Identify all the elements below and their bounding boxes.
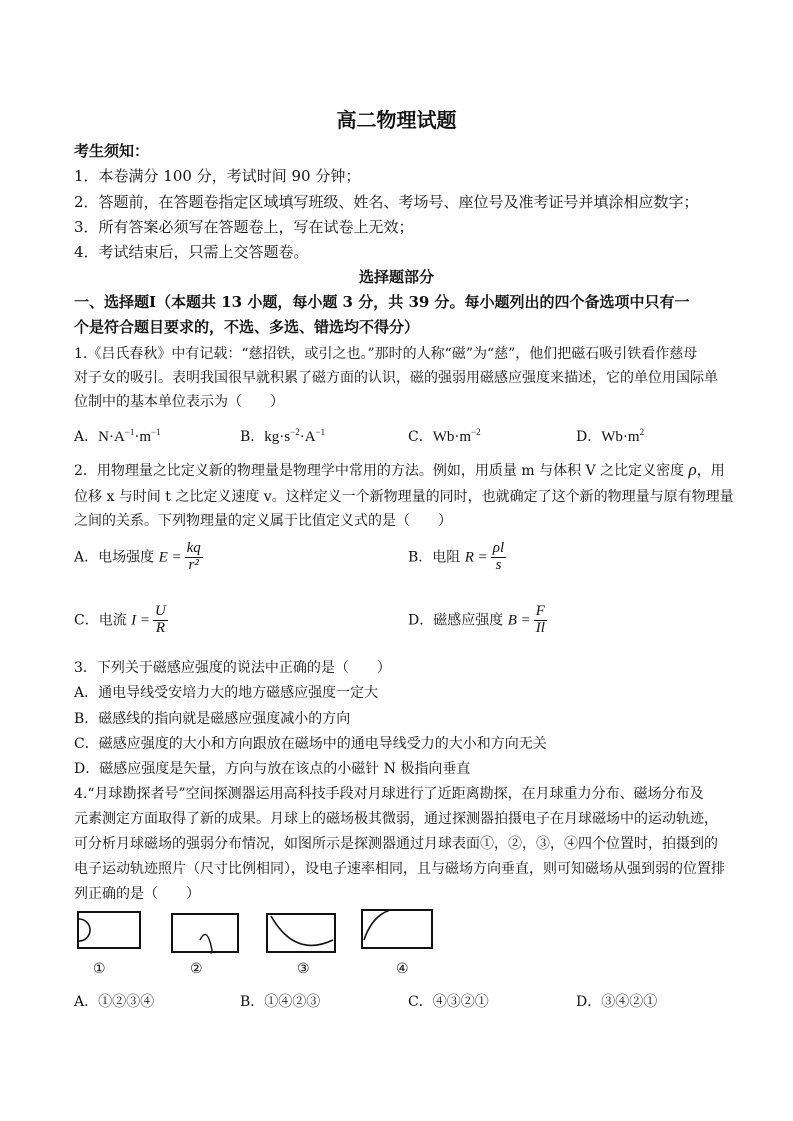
question-3-stem: 3．下列关于磁感应强度的说法中正确的是（ ） [74, 660, 391, 676]
electron-track-figure-2 [170, 912, 240, 954]
q2-option-c: C．电流 I = $\frac{U}{R}$ [74, 603, 166, 636]
q4-option-c: C．④③②① [408, 994, 489, 1010]
notice-heading: 考生须知： [74, 142, 150, 160]
question-2-stem: 之间的关系。下列物理量的定义属于比值定义式的是（ ） [74, 513, 452, 529]
figure-label: ③ [297, 961, 310, 977]
question-4-stem: 电子运动轨迹照片（尺寸比例相同），设电子速率相同，且与磁场方向垂直，则可知磁场从强到弱的位置排 [74, 861, 725, 877]
question-4-stem: 4.“月球勘探者号”空间探测器运用高科技手段对月球进行了近距离勘探，在月球重力分布、磁场分布及 [74, 786, 704, 802]
figure-label: ④ [396, 961, 409, 977]
question-2-stem: 2．用物理量之比定义新的物理量是物理学中常用的方法。例如，用质量 m 与体积 V 之比定义密度 ρ，用 [74, 460, 725, 479]
notice-item: 3．所有答案必须写在答题卷上，写在试卷上无效； [74, 218, 414, 236]
electron-track-figure-3 [265, 912, 337, 956]
question-1-stem: 位制中的基本单位表示为（ ） [74, 394, 284, 410]
question-2-stem: 位移 x 与时间 t 之比定义速度 v。这样定义一个新物理量的同时，也就确定了这个新的物理量与原有物理量 [74, 489, 734, 505]
q4-option-a: A．①②③④ [74, 994, 155, 1010]
notice-item: 2．答题前，在答题卷指定区域填写班级、姓名、考场号、座位号及准考证号并填涂相应数字； [74, 193, 699, 211]
q2-option-a: A．电场强度 E = $\frac{kq}{\text{r²}}$ [74, 540, 201, 573]
notice-item: 4．考试结束后，只需上交答题卷。 [74, 243, 309, 261]
question-4-stem: 可分析月球磁场的强弱分布情况，如图所示是探测器通过月球表面①，②，③，④四个位置时，拍摄到的 [74, 836, 718, 852]
q2-option-d: D．磁感应强度 B = $\frac{F}{Il}$ [408, 603, 545, 636]
q1-option-a: A．$N\cdot A^{-1}\cdot m^{-1}$ [74, 427, 161, 445]
q4-option-b: B．①④②③ [240, 994, 321, 1010]
figure-label: ① [93, 961, 106, 977]
part1-header: 一、选择题Ⅰ（本题共 13 小题，每小题 3 分，共 39 分。每小题列出的四个备选项中只有一 [74, 293, 690, 311]
q3-option-d: D．磁感应强度是矢量，方向与放在该点的小磁针 N 极指向垂直 [74, 761, 471, 777]
electron-track-figure-1 [76, 910, 144, 952]
q4-option-d: D．③④②① [576, 994, 658, 1010]
q1-option-b: B．$kg\cdot s^{-2}\cdot A^{-1}$ [240, 427, 326, 445]
q3-option-b: B．磁感线的指向就是磁感应强度减小的方向 [74, 711, 351, 727]
question-1-stem: 1.《吕氏春秋》中有记载：“慈招铁，或引之也。”那时的人称“磁”为“慈”，他们把磁石吸引铁看作慈母 [74, 346, 698, 362]
q1-option-c: C．$Wb\cdot m^{-2}$ [408, 427, 481, 445]
question-4-stem: 元素测定方面取得了新的成果。月球上的磁场极其微弱，通过探测器拍摄电子在月球磁场中的运动轨迹， [74, 811, 718, 827]
figure-label: ② [190, 961, 203, 977]
electron-track-figure-4 [360, 908, 434, 950]
q1-option-d: D．$Wb\cdot m^2$ [576, 427, 645, 445]
q3-option-c: C．磁感应强度的大小和方向跟放在磁场中的通电导线受力的大小和方向无关 [74, 736, 547, 752]
page-title: 高二物理试题 [336, 108, 457, 132]
question-4-stem: 列正确的是（ ） [74, 886, 200, 902]
section-title: 选择题部分 [358, 268, 434, 286]
part1-header: 个是符合题目要求的，不选、多选、错选均不得分） [74, 318, 420, 336]
q3-option-a: A．通电导线受安培力大的地方磁感应强度一定大 [74, 685, 379, 701]
q2-option-b: B．电阻 R = $\frac{\rho l}{s}$ [408, 540, 505, 573]
notice-item: 1．本卷满分 100 分，考试时间 90 分钟； [74, 167, 361, 185]
question-1-stem: 对子女的吸引。表明我国很早就积累了磁方面的认识，磁的强弱用磁感应强度来描述，它的单位用国际单 [74, 370, 718, 386]
